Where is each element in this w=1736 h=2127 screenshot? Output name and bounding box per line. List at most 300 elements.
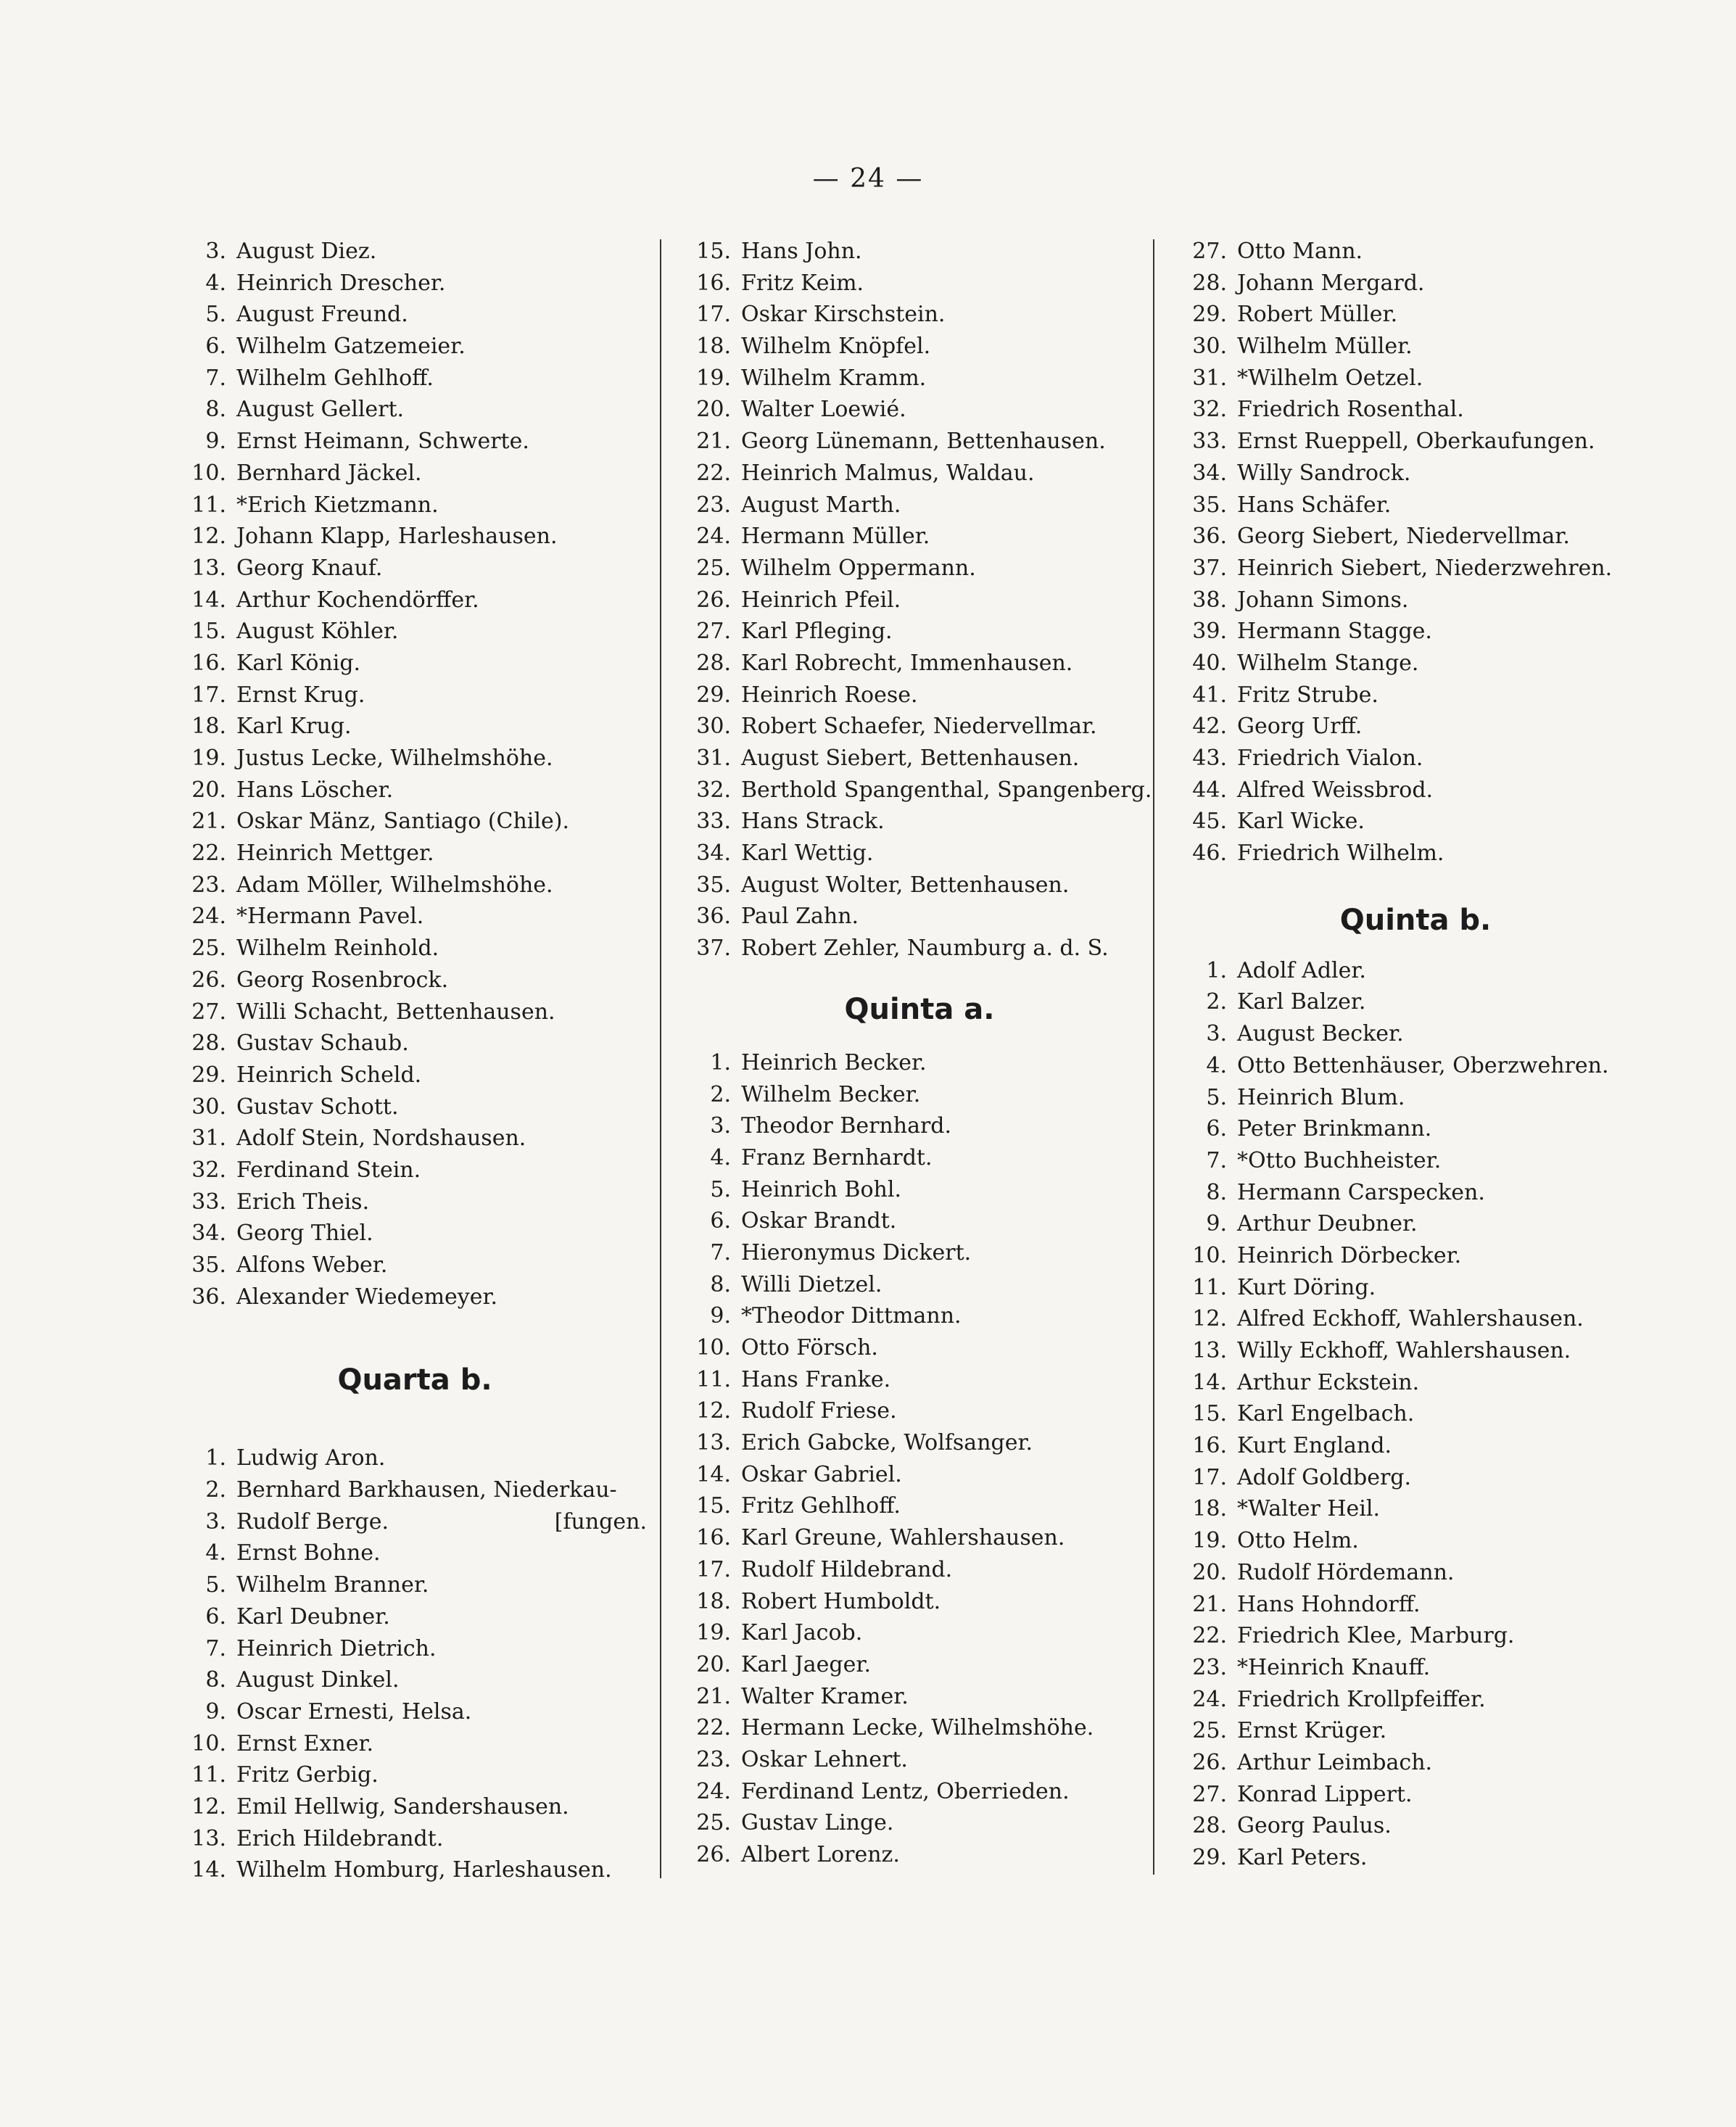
item-number: 21. (696, 1683, 731, 1709)
item-text: Wilhelm Reinhold. (236, 936, 439, 962)
item-text: Wilhelm Gehlhoff. (236, 365, 434, 391)
list-item (673, 1079, 1166, 1111)
item-number: 37. (696, 936, 731, 962)
item-number: 8. (205, 397, 226, 423)
item-text: Hans Hohndorff. (1237, 1591, 1421, 1617)
item-number: 24. (191, 904, 226, 930)
list-item (1169, 1335, 1662, 1367)
item-text: Alexander Wiedemeyer. (236, 1284, 498, 1310)
item-text: Emil Hellwig, Sandershausen. (236, 1793, 569, 1820)
item-text: Ernst Krüger. (1237, 1718, 1387, 1744)
item-number: 4. (205, 1540, 226, 1566)
item-text: Arthur Kochendörffer. (236, 587, 479, 613)
item-number: 44. (1192, 777, 1227, 803)
list-item (168, 521, 661, 553)
item-text: Theodor Bernhard. (741, 1113, 952, 1139)
item-number: 27. (191, 999, 226, 1025)
item-text: Karl Wicke. (1237, 809, 1365, 835)
item-number: 22. (696, 460, 731, 486)
item-text: Ernst Krug. (236, 682, 365, 708)
item-text: Heinrich Malmus, Waldau. (741, 460, 1035, 486)
item-number: 13. (1192, 1338, 1227, 1363)
list-item (1169, 775, 1662, 806)
list-item (168, 1664, 661, 1696)
item-text: Oskar Lehnert. (741, 1746, 908, 1772)
list-item (1169, 458, 1662, 490)
item-number: 3. (710, 1113, 731, 1139)
list-item (1169, 1177, 1662, 1209)
item-number: 38. (1192, 587, 1227, 613)
list-item (673, 1649, 1166, 1681)
item-number: 19. (696, 365, 731, 391)
item-text: Georg Thiel. (236, 1221, 373, 1247)
item-text: Arthur Deubner. (1237, 1211, 1418, 1237)
list-item (168, 1091, 661, 1123)
item-text: Wilhelm Homburg, Harleshausen. (236, 1857, 612, 1883)
item-text: Karl Jacob. (741, 1620, 863, 1646)
list-item (673, 394, 1166, 426)
item-text: Hermann Stagge. (1237, 619, 1432, 645)
list-item (168, 1218, 661, 1250)
item-number: 6. (1206, 1116, 1227, 1142)
item-text: Willi Dietzel. (741, 1271, 883, 1297)
item-text: Heinrich Dörbecker. (1237, 1242, 1462, 1268)
list-item (673, 743, 1166, 775)
list-item (673, 1744, 1166, 1776)
list-item (1169, 1779, 1662, 1811)
item-number: 3. (205, 1508, 226, 1535)
list-item (673, 1047, 1166, 1079)
list-item (673, 490, 1166, 521)
list-item (1169, 1684, 1662, 1716)
item-text: *Walter Heil. (1237, 1496, 1381, 1522)
item-text: Fritz Gehlhoff. (741, 1493, 901, 1519)
item-number: 5. (1206, 1084, 1227, 1110)
list-item (673, 363, 1166, 395)
list-item (1169, 1367, 1662, 1399)
list-item (168, 299, 661, 331)
item-text: Georg Siebert, Niedervellmar. (1237, 524, 1570, 550)
item-number: 11. (191, 1762, 226, 1788)
item-number: 28. (1192, 1813, 1227, 1839)
item-number: 6. (710, 1208, 731, 1234)
item-text: Rudolf Berge. (236, 1508, 389, 1535)
item-text: Ernst Rueppell, Oberkaufungen. (1237, 429, 1595, 455)
list-item (168, 1186, 661, 1218)
item-text: Otto Försch. (741, 1335, 878, 1360)
item-text: Karl Peters. (1237, 1845, 1368, 1870)
item-text: Fritz Gerbig. (236, 1762, 379, 1788)
item-text: *Heinrich Knauff. (1237, 1654, 1431, 1680)
list-item (168, 775, 661, 806)
item-text: Hans Schäfer. (1237, 492, 1392, 518)
item-text: Johann Klapp, Harleshausen. (236, 524, 558, 550)
item-number: 34. (191, 1221, 226, 1247)
item-text: Willi Schacht, Bettenhausen. (236, 999, 555, 1025)
list-item (673, 268, 1166, 300)
item-number: 33. (191, 1189, 226, 1215)
item-text: Wilhelm Knöpfel. (741, 334, 931, 360)
item-text: Otto Mann. (1237, 239, 1363, 264)
list-item (1169, 331, 1662, 363)
item-number: 14. (191, 587, 226, 613)
item-text: Friedrich Klee, Marburg. (1237, 1623, 1515, 1649)
item-text: Hermann Carspecken. (1237, 1179, 1485, 1205)
item-number: 18. (696, 1588, 731, 1614)
list-item (673, 1427, 1166, 1459)
item-text: Gustav Linge. (741, 1810, 894, 1836)
item-text: Albert Lorenz. (741, 1842, 900, 1867)
list-item (1169, 1240, 1662, 1272)
item-number: 36. (1192, 524, 1227, 550)
item-text: Robert Müller. (1237, 302, 1398, 328)
item-text: August Becker. (1237, 1021, 1404, 1047)
list-item (1169, 1462, 1662, 1494)
item-text: Heinrich Blum. (1237, 1084, 1405, 1110)
item-text: Karl Pfleging. (741, 619, 893, 645)
list-item (673, 680, 1166, 711)
column-1 (168, 236, 661, 1886)
item-text: Paul Zahn. (741, 904, 859, 930)
item-number: 5. (710, 1176, 731, 1202)
item-number: 24. (1192, 1686, 1227, 1712)
item-text: Georg Rosenbrock. (236, 967, 449, 993)
item-number: 7. (1206, 1147, 1227, 1173)
list-item (673, 553, 1166, 585)
item-text: Heinrich Roese. (741, 682, 918, 708)
item-number: 33. (696, 809, 731, 835)
list-item (673, 236, 1166, 268)
item-text: Heinrich Becker. (741, 1049, 927, 1075)
item-number: 7. (205, 365, 226, 391)
item-text: Robert Humboldt. (741, 1588, 941, 1614)
list-item (168, 331, 661, 363)
list-item (673, 1174, 1166, 1206)
section-heading: Quarta b. (337, 1363, 492, 1397)
item-number: 25. (1192, 1718, 1227, 1744)
item-number: 15. (191, 619, 226, 645)
item-text: Kurt England. (1237, 1433, 1392, 1459)
item-number: 10. (696, 1335, 731, 1360)
item-number: 1. (1206, 957, 1227, 983)
item-number: 23. (1192, 1654, 1227, 1680)
item-text: Arthur Leimbach. (1237, 1749, 1433, 1775)
item-number: 25. (696, 555, 731, 581)
item-text: Hans Franke. (741, 1366, 891, 1392)
item-text: Wilhelm Müller. (1237, 334, 1413, 360)
list-item (168, 1791, 661, 1823)
item-text: Berthold Spangenthal, Spangenberg. (741, 777, 1152, 803)
list-item (673, 1142, 1166, 1174)
list-item (1169, 1715, 1662, 1747)
list-item (1169, 268, 1662, 300)
item-text: *Wilhelm Oetzel. (1237, 365, 1423, 391)
item-text: Ernst Bohne. (236, 1540, 381, 1566)
list-item (673, 870, 1166, 901)
list-item (168, 585, 661, 616)
item-text: Bernhard Jäckel. (236, 460, 422, 486)
list-item (673, 1522, 1166, 1554)
item-text: August Diez. (236, 239, 377, 264)
list-item (168, 1759, 661, 1791)
item-text: Karl Engelbach. (1237, 1401, 1415, 1427)
list-item (168, 1537, 661, 1569)
item-number: 27. (1192, 1781, 1227, 1807)
list-item (1169, 838, 1662, 870)
item-text: Konrad Lippert. (1237, 1781, 1413, 1807)
item-text: Karl Jaeger. (741, 1651, 871, 1677)
item-number: 24. (696, 1778, 731, 1804)
list-item (168, 743, 661, 775)
item-number: 41. (1192, 682, 1227, 708)
list-item (1169, 299, 1662, 331)
item-number: 25. (696, 1810, 731, 1836)
item-text: Rudolf Hördemann. (1237, 1559, 1455, 1585)
list-item (168, 838, 661, 870)
item-number: 18. (1192, 1496, 1227, 1522)
item-number: 18. (191, 714, 226, 740)
list-item (168, 933, 661, 965)
item-text: Karl Robrecht, Immenhausen. (741, 650, 1073, 676)
item-number: 12. (1192, 1306, 1227, 1332)
item-text: Karl Wettig. (741, 841, 874, 867)
list-item (1169, 711, 1662, 743)
list-item (673, 933, 1166, 965)
item-number: 13. (191, 555, 226, 581)
item-number: 22. (191, 841, 226, 867)
item-text: Franz Bernhardt. (741, 1144, 933, 1170)
item-number: 28. (696, 650, 731, 676)
item-number: 17. (1192, 1464, 1227, 1490)
item-text: Ferdinand Stein. (236, 1157, 421, 1183)
list-item (1169, 490, 1662, 521)
item-number: 8. (710, 1271, 731, 1297)
item-number: 4. (710, 1144, 731, 1170)
list-item (1169, 585, 1662, 616)
item-number: 23. (696, 492, 731, 518)
list-item (673, 775, 1166, 806)
list-item (1169, 1842, 1662, 1874)
list-item (168, 965, 661, 996)
item-number: 34. (1192, 460, 1227, 486)
item-number: 40. (1192, 650, 1227, 676)
item-text: Wilhelm Oppermann. (741, 555, 976, 581)
list-item (673, 1459, 1166, 1491)
list-item (168, 236, 661, 268)
list-item (168, 1123, 661, 1155)
item-number: 24. (696, 524, 731, 550)
list-item (168, 1281, 661, 1313)
item-text: Hieronymus Dickert. (741, 1239, 972, 1265)
item-text: Alfred Eckhoff, Wahlershausen. (1237, 1306, 1584, 1332)
item-number: 34. (696, 841, 731, 867)
item-text: Alfred Weissbrod. (1237, 777, 1434, 803)
item-number: 20. (1192, 1559, 1227, 1585)
item-number: 31. (696, 746, 731, 771)
item-number: 10. (191, 460, 226, 486)
item-number: 16. (696, 1525, 731, 1551)
list-item (168, 1854, 661, 1886)
item-number: 29. (1192, 1845, 1227, 1870)
list-item (673, 458, 1166, 490)
item-text: Walter Loewié. (741, 397, 906, 423)
list-item (673, 1269, 1166, 1301)
item-number: 21. (1192, 1591, 1227, 1617)
list-item (168, 1823, 661, 1855)
item-text: *Theodor Dittmann. (741, 1303, 962, 1329)
item-number: 2. (205, 1477, 226, 1503)
item-number: 20. (696, 397, 731, 423)
item-number: 25. (191, 936, 226, 962)
item-text: Ludwig Aron. (236, 1445, 386, 1471)
item-text: Friedrich Krollpfeiffer. (1237, 1686, 1486, 1712)
item-number: 14. (696, 1461, 731, 1487)
item-text: Arthur Eckstein. (1237, 1369, 1420, 1395)
list-item (168, 1442, 661, 1474)
item-text: Karl Krug. (236, 714, 352, 740)
item-text: Heinrich Dietrich. (236, 1635, 437, 1661)
item-text: Gustav Schaub. (236, 1031, 409, 1057)
list-item (1169, 1050, 1662, 1082)
item-text: Oskar Kirschstein. (741, 302, 946, 328)
list-item (1169, 521, 1662, 553)
item-number: 23. (696, 1746, 731, 1772)
list-item (673, 1807, 1166, 1839)
list-item (673, 1839, 1166, 1871)
item-text: Hans John. (741, 239, 862, 264)
item-number: 22. (1192, 1623, 1227, 1649)
list-item (673, 1776, 1166, 1808)
item-number: 10. (191, 1730, 226, 1756)
list-item (168, 553, 661, 585)
item-number: 26. (1192, 1749, 1227, 1775)
item-text: Bernhard Barkhausen, Niederkau- (236, 1477, 617, 1503)
list-item (673, 1300, 1166, 1332)
list-item (1169, 1113, 1662, 1145)
list-item (673, 426, 1166, 458)
item-text: Oskar Mänz, Santiago (Chile). (236, 809, 569, 835)
item-number: 1. (205, 1445, 226, 1471)
list-item (1169, 1747, 1662, 1779)
list-item (1169, 1810, 1662, 1842)
item-number: 30. (191, 1094, 226, 1120)
list-item (168, 490, 661, 521)
item-number: 21. (191, 809, 226, 835)
item-text: Georg Lünemann, Bettenhausen. (741, 429, 1106, 455)
item-text: August Dinkel. (236, 1667, 400, 1693)
list-item (168, 648, 661, 680)
item-number: 7. (710, 1239, 731, 1265)
item-text: Erich Gabcke, Wolfsanger. (741, 1430, 1033, 1456)
item-number: 33. (1192, 429, 1227, 455)
list-item (168, 806, 661, 838)
item-number: 18. (696, 334, 731, 360)
item-text: Hans Strack. (741, 809, 885, 835)
item-text: Wilhelm Stange. (1237, 650, 1419, 676)
item-number: 15. (696, 239, 731, 264)
item-number: 21. (696, 429, 731, 455)
item-text: Erich Hildebrandt. (236, 1825, 444, 1851)
item-text: Heinrich Bohl. (741, 1176, 901, 1202)
item-text: Adolf Stein, Nordshausen. (236, 1126, 526, 1152)
item-text: Oscar Ernesti, Helsa. (236, 1698, 472, 1725)
item-number: 7. (205, 1635, 226, 1661)
list-item (673, 1395, 1166, 1427)
item-text: Johann Simons. (1237, 587, 1409, 613)
list-item (168, 1633, 661, 1665)
list-item (168, 1060, 661, 1091)
list-item (673, 1554, 1166, 1586)
item-number: 26. (696, 587, 731, 613)
list-item (1169, 1303, 1662, 1335)
item-number: 4. (1206, 1052, 1227, 1078)
list-item (168, 901, 661, 933)
list-item (673, 711, 1166, 743)
list-item (1169, 648, 1662, 680)
item-number: 43. (1192, 746, 1227, 771)
item-number: 9. (205, 1698, 226, 1725)
list-item (1169, 1082, 1662, 1114)
list-item (673, 299, 1166, 331)
item-text: Georg Urff. (1237, 714, 1363, 740)
item-text: Heinrich Scheld. (236, 1062, 422, 1088)
item-number: 32. (1192, 397, 1227, 423)
item-number: 19. (1192, 1528, 1227, 1554)
item-number: 12. (191, 524, 226, 550)
item-text: Friedrich Rosenthal. (1237, 397, 1464, 423)
item-number: 26. (696, 1842, 731, 1867)
list-item (168, 616, 661, 648)
item-text: Robert Schaefer, Niedervellmar. (741, 714, 1097, 740)
list-item (1169, 394, 1662, 426)
list-item (673, 1586, 1166, 1618)
item-number: 32. (696, 777, 731, 803)
item-text: Oskar Gabriel. (741, 1461, 902, 1487)
list-item (673, 1110, 1166, 1142)
item-text: Hermann Lecke, Wilhelmshöhe. (741, 1715, 1094, 1741)
item-text: *Erich Kietzmann. (236, 492, 439, 518)
item-number: 26. (191, 967, 226, 993)
item-text: Robert Zehler, Naumburg a. d. S. (741, 936, 1109, 962)
item-number: 9. (1206, 1211, 1227, 1237)
list-item (168, 1696, 661, 1728)
item-text: Rudolf Hildebrand. (741, 1556, 953, 1582)
item-text: Friedrich Vialon. (1237, 746, 1423, 771)
list-item (1169, 1398, 1662, 1430)
item-number: 11. (1192, 1274, 1227, 1300)
item-text: Fritz Keim. (741, 270, 864, 296)
section-heading: Quinta a. (844, 992, 995, 1026)
item-number: 11. (696, 1366, 731, 1392)
item-text: Hermann Müller. (741, 524, 930, 550)
list-item (168, 426, 661, 458)
item-text: August Marth. (741, 492, 901, 518)
item-text: Adolf Adler. (1237, 957, 1366, 983)
item-number: 9. (710, 1303, 731, 1329)
item-text: August Freund. (236, 302, 408, 328)
item-text: Karl Greune, Wahlershausen. (741, 1525, 1065, 1551)
item-text: Ferdinand Lentz, Oberrieden. (741, 1778, 1070, 1804)
item-number: 13. (191, 1825, 226, 1851)
item-number: 19. (696, 1620, 731, 1646)
list-item (1169, 1589, 1662, 1621)
list-item (1169, 1272, 1662, 1304)
list-item (1169, 1652, 1662, 1684)
item-number: 8. (205, 1667, 226, 1693)
item-number: 27. (696, 619, 731, 645)
item-number: 2. (1206, 989, 1227, 1015)
item-number: 39. (1192, 619, 1227, 645)
